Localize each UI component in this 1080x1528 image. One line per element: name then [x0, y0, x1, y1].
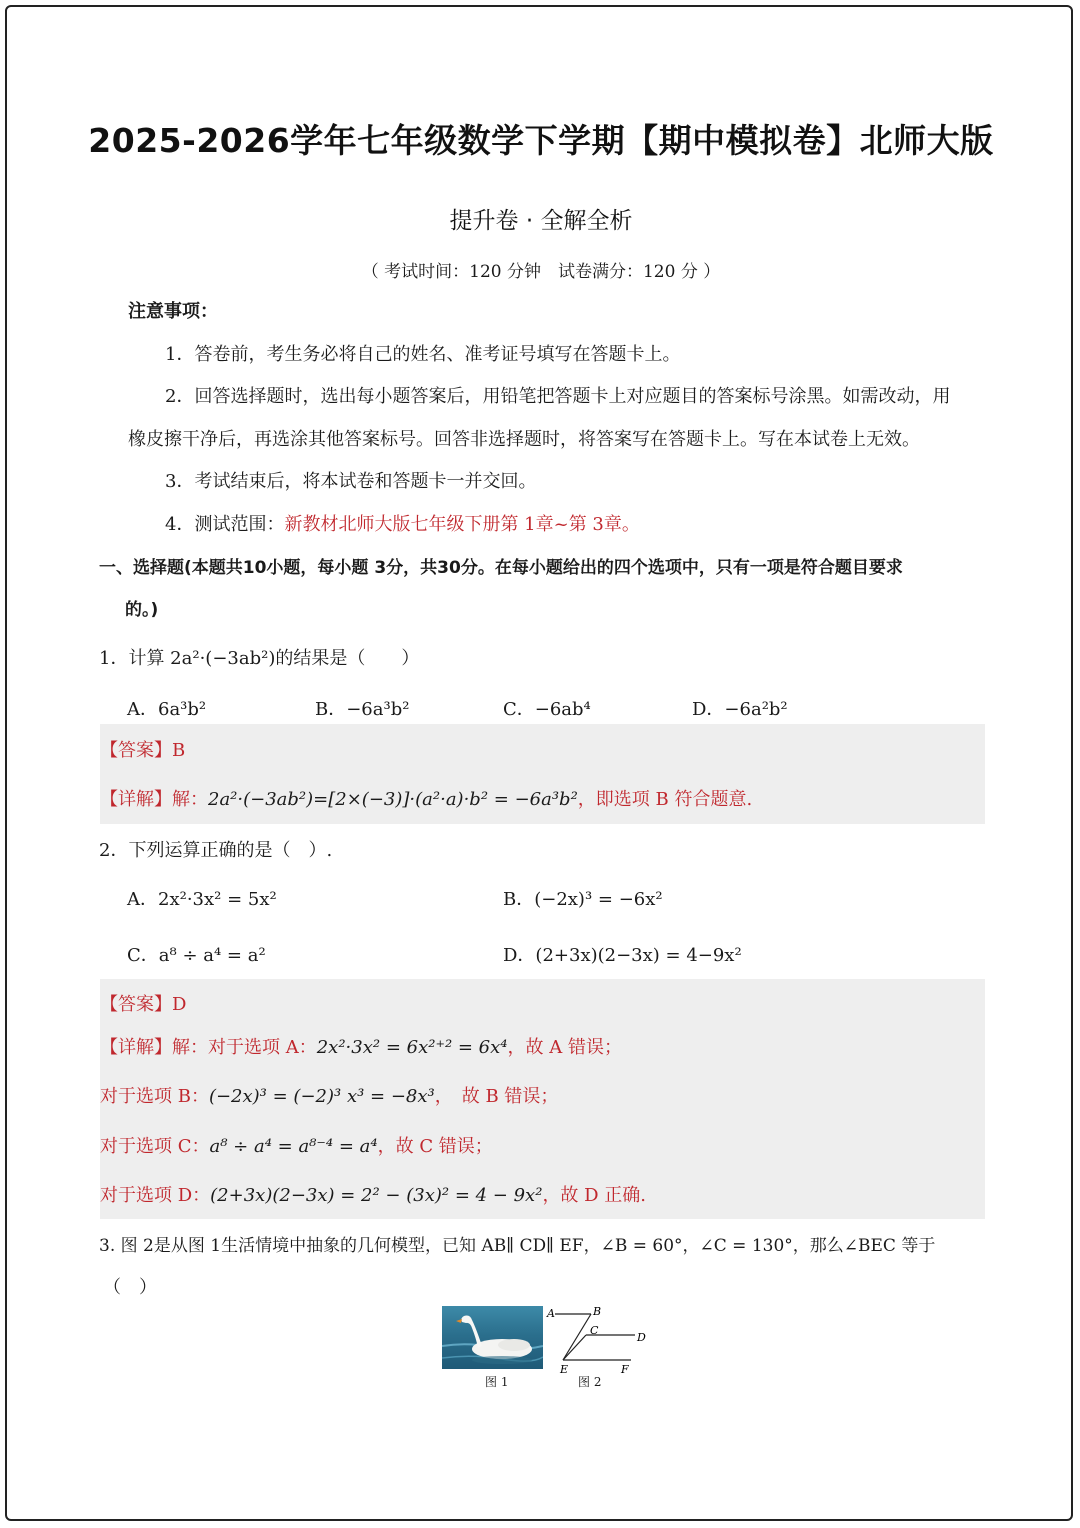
page-subtitle: 提升卷 · 全解全析: [449, 208, 633, 234]
q2-detail-b-label: 对于选项 B：: [100, 1086, 209, 1107]
notice-item-1: 1．答卷前，考生务必将自己的姓名、准考证号填写在答题卡上。: [165, 344, 681, 365]
notice-item-4: [165, 510, 640, 536]
q2-detail-label: 【详解】解：对于选项 A：: [100, 1037, 317, 1058]
q1-option-a: A．6a³b²: [127, 699, 207, 720]
figure-2-caption: 图 2: [578, 1375, 602, 1389]
label-c: C: [590, 1324, 599, 1337]
section-heading-line1: 一、选择题(本题共10小题，每小题 3分，共30分。在每小题给出的四个选项中，只有一项是符合题目要求: [99, 558, 903, 578]
notice-heading: 注意事项：: [128, 301, 218, 322]
q2-detail-b: [100, 1082, 558, 1108]
swan-illustration: [442, 1306, 543, 1369]
q2-detail-a: [100, 1033, 622, 1059]
q3-stem-line1: 3. 图 2是从图 1生活情境中抽象的几何模型，已知 AB∥ CD∥ EF，∠B = 60°，∠C = 130°，那么∠BEC 等于: [99, 1236, 936, 1256]
q1-detail-label: 【详解】解：: [100, 789, 208, 810]
q1-stem: 1．计算 2a²·(−3ab²)的结果是（ ）: [99, 648, 420, 669]
q1-option-d: D．−6a²b²: [692, 699, 788, 720]
q1-answer: 【答案】B: [100, 740, 186, 761]
swan-photo: [442, 1306, 543, 1369]
figure-1-caption: 图 1: [485, 1375, 509, 1389]
section-heading-line2: 的。): [125, 600, 159, 620]
q3-stem-line2: （ ）: [103, 1277, 157, 1298]
q1-detail-tail: ，即选项 B 符合题意.: [577, 789, 753, 810]
q2-stem: 2．下列运算正确的是（ ）.: [99, 840, 333, 861]
label-f: F: [621, 1363, 629, 1375]
q2-detail-d-tail: ，故 D 正确.: [542, 1185, 647, 1206]
q2-detail-d-math: (2+3x)(2−3x) = 2² − (3x)² = 4 − 9x²: [210, 1185, 543, 1206]
q2-detail-c-label: 对于选项 C：: [100, 1136, 210, 1157]
label-a: A: [547, 1307, 555, 1320]
q2-detail-b-tail: ， 故 B 错误；: [434, 1086, 559, 1107]
q1-detail: [100, 785, 752, 811]
q1-option-b: B．−6a³b²: [315, 699, 410, 720]
label-b: B: [593, 1305, 602, 1318]
q2-detail-c: [100, 1132, 493, 1158]
q2-detail-c-tail: ，故 C 错误；: [377, 1136, 493, 1157]
geometry-figure: [545, 1303, 655, 1375]
exam-page: [5, 5, 1073, 1521]
q2-detail-c-math: a⁸ ÷ a⁴ = a⁸⁻⁴ = a⁴: [209, 1136, 378, 1157]
notice-item-2-line1: 2．回答选择题时，选出每小题答案后，用铅笔把答题卡上对应题目的答案标号涂黑。如需改动，用: [165, 386, 951, 407]
q2-detail-a-tail: ，故 A 错误；: [507, 1037, 622, 1058]
notice-item-4-prefix: 4．测试范围：: [165, 514, 285, 535]
q2-option-c: C．a⁸ ÷ a⁴ = a²: [127, 945, 266, 966]
q1-detail-math: 2a²·(−3ab²)=[2×(−3)]·(a²·a)·b² = −6a³b²: [208, 789, 578, 810]
notice-item-3: 3．考试结束后，将本试卷和答题卡一并交回。: [165, 471, 537, 492]
line-ce: [563, 1335, 586, 1360]
page-title: 2025-2026学年七年级数学下学期【期中模拟卷】北师大版: [88, 121, 994, 160]
q2-detail-a-math: 2x²·3x² = 6x²⁺² = 6x⁴: [316, 1037, 508, 1058]
label-e: E: [560, 1363, 569, 1375]
q2-detail-d-label: 对于选项 D：: [100, 1185, 211, 1206]
label-d: D: [637, 1331, 646, 1344]
q2-answer: 【答案】D: [100, 994, 187, 1015]
test-scope: 新教材北师大版七年级下册第 1章~第 3章。: [284, 514, 640, 535]
q2-detail-d: [100, 1181, 646, 1207]
q2-option-b: B．(−2x)³ = −6x²: [503, 889, 663, 910]
q2-option-d: D．(2+3x)(2−3x) = 4−9x²: [503, 945, 742, 966]
q2-detail-b-math: (−2x)³ = (−2)³ x³ = −8x³: [208, 1086, 435, 1107]
q1-option-c: C．−6ab⁴: [503, 699, 591, 720]
notice-item-2-line2: 橡皮擦干净后，再选涂其他答案标号。回答非选择题时，将答案写在答题卡上。写在本试卷上无效。: [128, 429, 920, 450]
exam-info: （ 考试时间：120 分钟 试卷满分：120 分 ）: [361, 262, 721, 282]
q2-option-a: A．2x²·3x² = 5x²: [127, 889, 277, 910]
line-be: [563, 1314, 591, 1360]
